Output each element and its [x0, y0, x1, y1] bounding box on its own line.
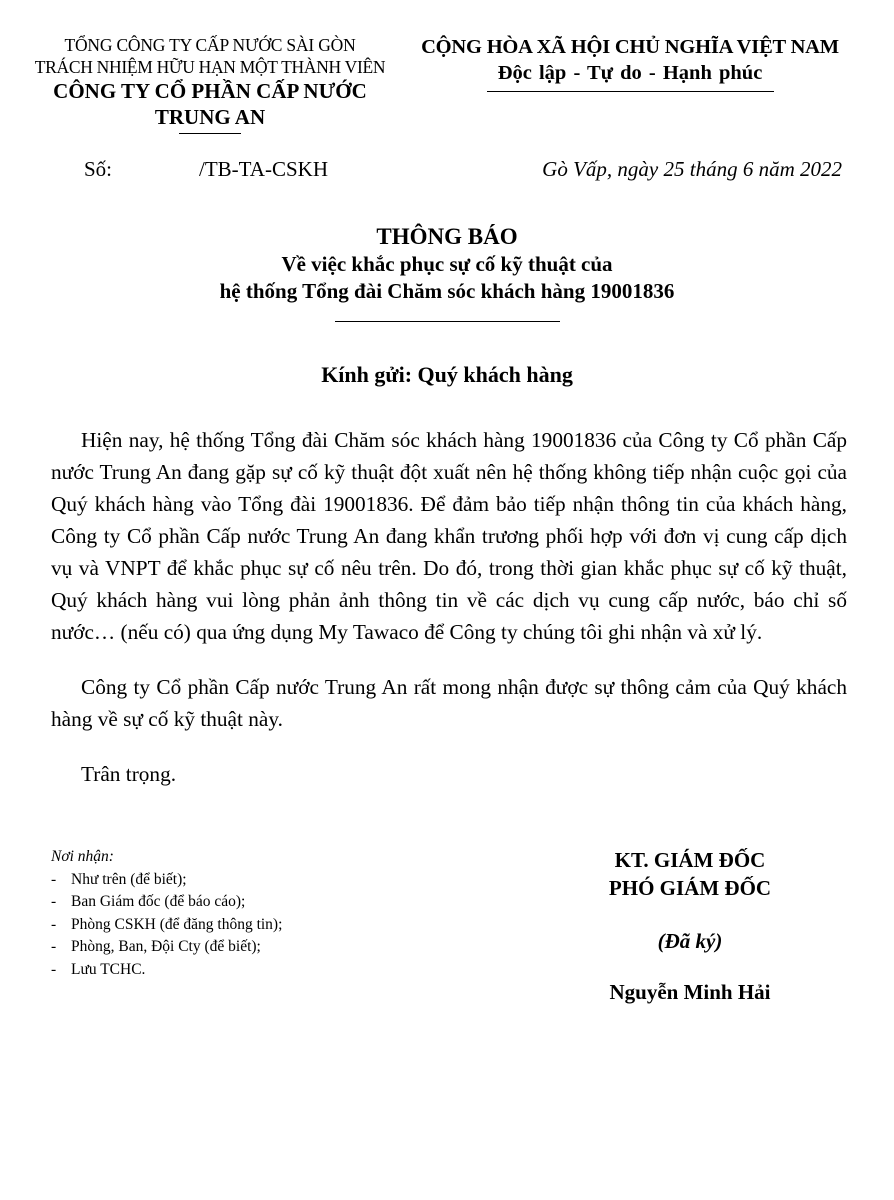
dash-bullet: -: [51, 915, 57, 933]
dash-bullet: -: [51, 938, 57, 955]
issuer-header: [20, 34, 400, 134]
closing-phrase: Trân trọng.: [81, 762, 177, 786]
salutation: Kính gửi: Quý khách hàng: [321, 362, 573, 387]
recipient-item: - Ban Giám đốc (để báo cáo);: [51, 891, 391, 914]
reference-code: /TB-TA-CSKH: [199, 157, 328, 181]
document-title-block: [0, 222, 894, 322]
body-paragraph: Hiện nay, hệ thống Tổng đài Chăm sóc khách hàng 19001836 của Công ty Cổ phần Cấp nước Trung An đang gặp sự cố kỹ thuật đột xuất nên hệ thống không tiếp nhận cuộc gọi của Quý khách hàng vào Tổng đài 19001836. Để đảm bảo tiếp nhận thông tin của khách hàng, Công ty Cổ phần Cấp nước Trung An đang khẩn trương phối hợp với đơn vị cung cấp dịch vụ và VNPT để khắc phục sự cố nêu trên. Do đó, trong thời gian khắc phục sự cố kỹ thuật, Quý khách hàng vui lòng phản ảnh thông tin về các dịch vụ cung cấp nước, báo chỉ số nước… (nếu có) qua ứng dụng My Tawaco để Công ty chúng tôi ghi nhận và xử lý.: [51, 428, 847, 644]
document-subject-line-1: Về việc khắc phục sự cố kỹ thuật của: [281, 252, 613, 276]
signed-note: (Đã ký): [657, 929, 723, 953]
place-date: Gò Vấp, ngày 25 tháng 6 năm 2022: [542, 157, 842, 181]
company-name-suffix: TRUNG AN: [154, 105, 266, 129]
recipient-item: - Lưu TCHC.: [51, 959, 391, 982]
recipient-item: - Như trên (để biết);: [51, 869, 391, 892]
dash-bullet: -: [51, 960, 57, 978]
signature-block: [540, 846, 840, 1006]
body-paragraph: Công ty Cổ phần Cấp nước Trung An rất mong nhận được sự thông cảm của Quý khách hàng về sự cố kỹ thuật này.: [51, 675, 847, 731]
company-name: CÔNG TY CỔ PHẦN CẤP NƯỚC: [53, 79, 367, 103]
national-motto: Độc lập - Tự do - Hạnh phúc: [497, 62, 763, 84]
recipients-heading: Nơi nhận:: [51, 848, 114, 865]
national-header: [410, 34, 850, 92]
recipients-list: [51, 846, 391, 981]
national-title: CỘNG HÒA XÃ HỘI CHỦ NGHĨA VIỆT NAM: [421, 36, 839, 58]
motto-divider: [487, 91, 774, 92]
reference-number: [84, 157, 328, 182]
recipient-item: - Phòng, Ban, Đội Cty (để biết);: [51, 936, 391, 959]
document-subject-line-2: hệ thống Tổng đài Chăm sóc khách hàng 19001836: [219, 279, 675, 303]
title-divider: [335, 321, 560, 322]
signer-name: Nguyễn Minh Hải: [609, 980, 771, 1004]
parent-corporation-name: TỔNG CÔNG TY CẤP NƯỚC SÀI GÒN: [64, 35, 356, 55]
signer-authority: KT. GIÁM ĐỐC: [614, 848, 766, 872]
parent-corporation-type: TRÁCH NHIỆM HỮU HẠN MỘT THÀNH VIÊN: [34, 57, 386, 77]
document-title: THÔNG BÁO: [376, 224, 518, 249]
reference-label: Số:: [84, 157, 113, 181]
recipient-item: - Phòng CSKH (để đăng thông tin);: [51, 914, 391, 937]
signer-title: PHÓ GIÁM ĐỐC: [608, 876, 772, 900]
dash-bullet: -: [51, 893, 57, 910]
issuer-divider: [179, 133, 241, 134]
dash-bullet: -: [51, 870, 57, 888]
document-body: [51, 424, 847, 790]
